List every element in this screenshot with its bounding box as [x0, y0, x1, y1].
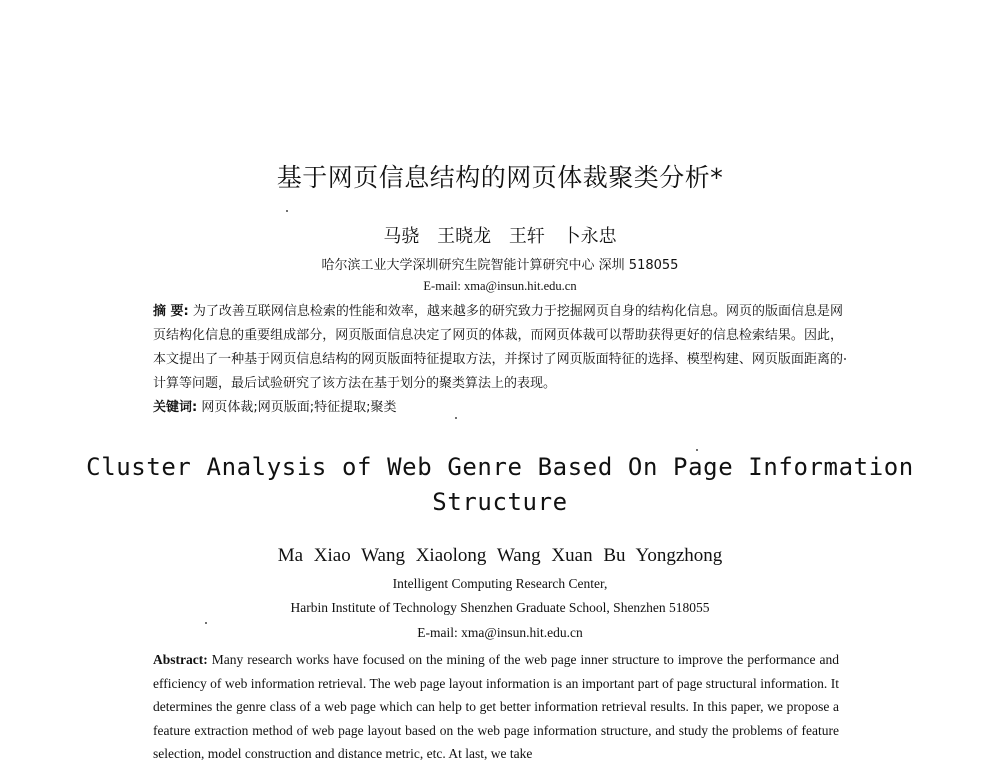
- english-title-line: Structure: [432, 488, 568, 516]
- chinese-affiliation: 哈尔滨工业大学深圳研究生院智能计算研究中心 深圳 518055: [321, 258, 679, 273]
- english-title: [0, 450, 1000, 520]
- chinese-keywords: [153, 396, 843, 420]
- english-email: E-mail: xma@insun.hit.edu.cn: [417, 625, 583, 640]
- english-abstract: [153, 648, 839, 766]
- english-authors: Ma Xiao Wang Xiaolong Wang Xuan Bu Yongzhong: [277, 545, 723, 566]
- chinese-abstract: [153, 300, 843, 396]
- chinese-authors: 马骁 王晓龙 王轩 卜永忠: [383, 226, 617, 247]
- chinese-abstract-label: 摘 要:: [153, 304, 189, 319]
- english-affiliation-line-2: Harbin Institute of Technology Shenzhen Graduate School, Shenzhen 518055: [290, 600, 710, 615]
- english-abstract-text: Many research works have focused on the mining of the web page inner structure to improve the performance and efficiency of web information retrieval. The web page layout information is an important part of page structural information. It determines the genre class of a web page which can help to get better information retrieval results. In this paper, we propose a feature extraction method of web page layout based on the web page information structure, and study the problems of feature selection, model construction and distance metric, etc. At last, we take: [153, 652, 840, 761]
- chinese-email: E-mail: xma@insun.hit.edu.cn: [423, 279, 577, 293]
- chinese-keywords-label: 关键词:: [153, 400, 198, 415]
- english-abstract-label: Abstract:: [153, 652, 208, 667]
- scan-speck: [455, 417, 457, 419]
- english-affiliation-line-1: Intelligent Computing Research Center,: [392, 576, 608, 591]
- scan-speck: [844, 358, 846, 360]
- chinese-title: 基于网页信息结构的网页体裁聚类分析*: [276, 163, 724, 192]
- english-title-line: Cluster Analysis of Web Genre Based On Page Information: [86, 453, 914, 481]
- scan-speck: [696, 449, 698, 451]
- scan-speck: [286, 210, 288, 212]
- chinese-keywords-text: 网页体裁;网页版面;特征提取;聚类: [201, 400, 397, 415]
- chinese-abstract-text: 为了改善互联网信息检索的性能和效率，越来越多的研究致力于挖掘网页自身的结构化信息。网页的版面信息是网页结构化信息的重要组成部分，网页版面信息决定了网页的体裁，而网页体裁可以帮助获得更好的信息检索结果。因此，本文提出了一种基于网页信息结构的网页版面特征提取方法，并探讨了网页版面特征的选择、模型构建、网页版面距离的计算等问题，最后试验研究了该方法在基于划分的聚类算法上的表现。: [153, 304, 843, 391]
- scan-speck: [205, 622, 207, 624]
